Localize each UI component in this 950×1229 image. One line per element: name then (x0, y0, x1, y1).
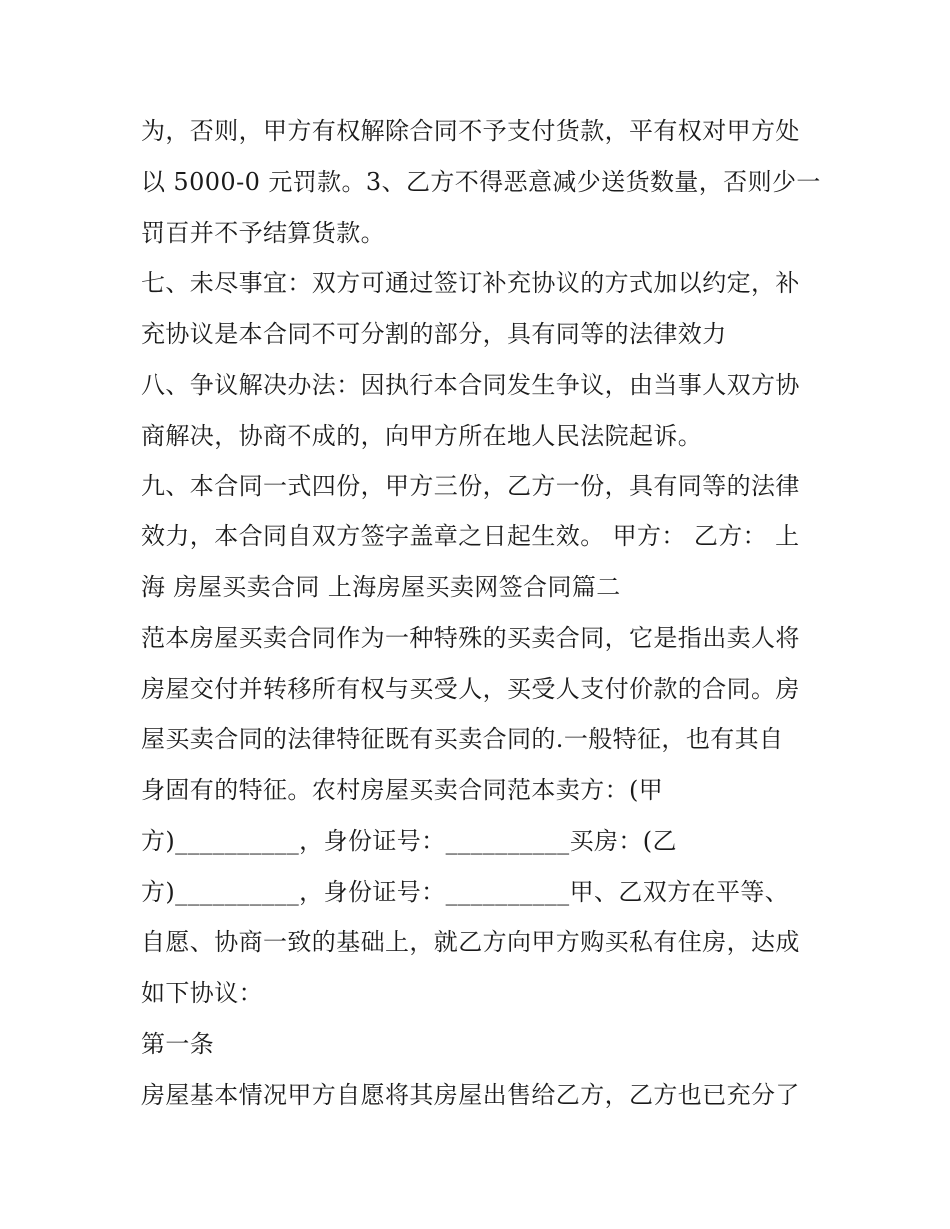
text-line: 商解决，协商不成的，向甲方所在地人民法院起诉。 (141, 422, 703, 450)
text-line: 以 5000-0 元罚款。3、乙方不得恶意减少送货数量，否则少一 (141, 168, 821, 196)
text-line: 身固有的特征。农村房屋买卖合同范本卖方：(甲 (141, 776, 664, 804)
text-line: 七、未尽事宜：双方可通过签订补充协议的方式加以约定，补 (141, 269, 800, 297)
text-line: 方)__________，身份证号：__________买房：(乙 (141, 827, 677, 855)
text-line: 八、争议解决办法：因执行本合同发生争议，由当事人双方协 (141, 371, 800, 399)
text-line: 范本房屋买卖合同作为一种特殊的买卖合同，它是指出卖人将 (141, 624, 800, 652)
text-line: 效力，本合同自双方签字盖章之日起生效。 甲方： 乙方： 上 (141, 522, 800, 550)
text-line: 自愿、协商一致的基础上，就乙方向甲方购买私有住房，达成 (141, 928, 800, 956)
text-line: 九、本合同一式四份，甲方三份，乙方一份，具有同等的法律 (141, 472, 800, 500)
text-line: 房屋交付并转移所有权与买受人，买受人支付价款的合同。房 (141, 675, 800, 703)
text-line: 罚百并不予结算货款。 (141, 219, 385, 247)
text-line: 第一条 (141, 1030, 215, 1058)
text-line: 房屋基本情况甲方自愿将其房屋出售给乙方，乙方也已充分了 (141, 1081, 800, 1109)
text-line: 屋买卖合同的法律特征既有买卖合同的.一般特征，也有其自 (141, 725, 784, 753)
text-line: 为，否则，甲方有权解除合同不予支付货款，平有权对甲方处 (141, 117, 800, 145)
text-line: 海 房屋买卖合同 上海房屋买卖网签合同篇二 (141, 573, 621, 601)
text-line: 充协议是本合同不可分割的部分，具有同等的法律效力 (141, 320, 727, 348)
text-line: 如下协议： (141, 979, 263, 1007)
text-line: 方)__________，身份证号：__________甲、乙双方在平等、 (141, 878, 790, 906)
